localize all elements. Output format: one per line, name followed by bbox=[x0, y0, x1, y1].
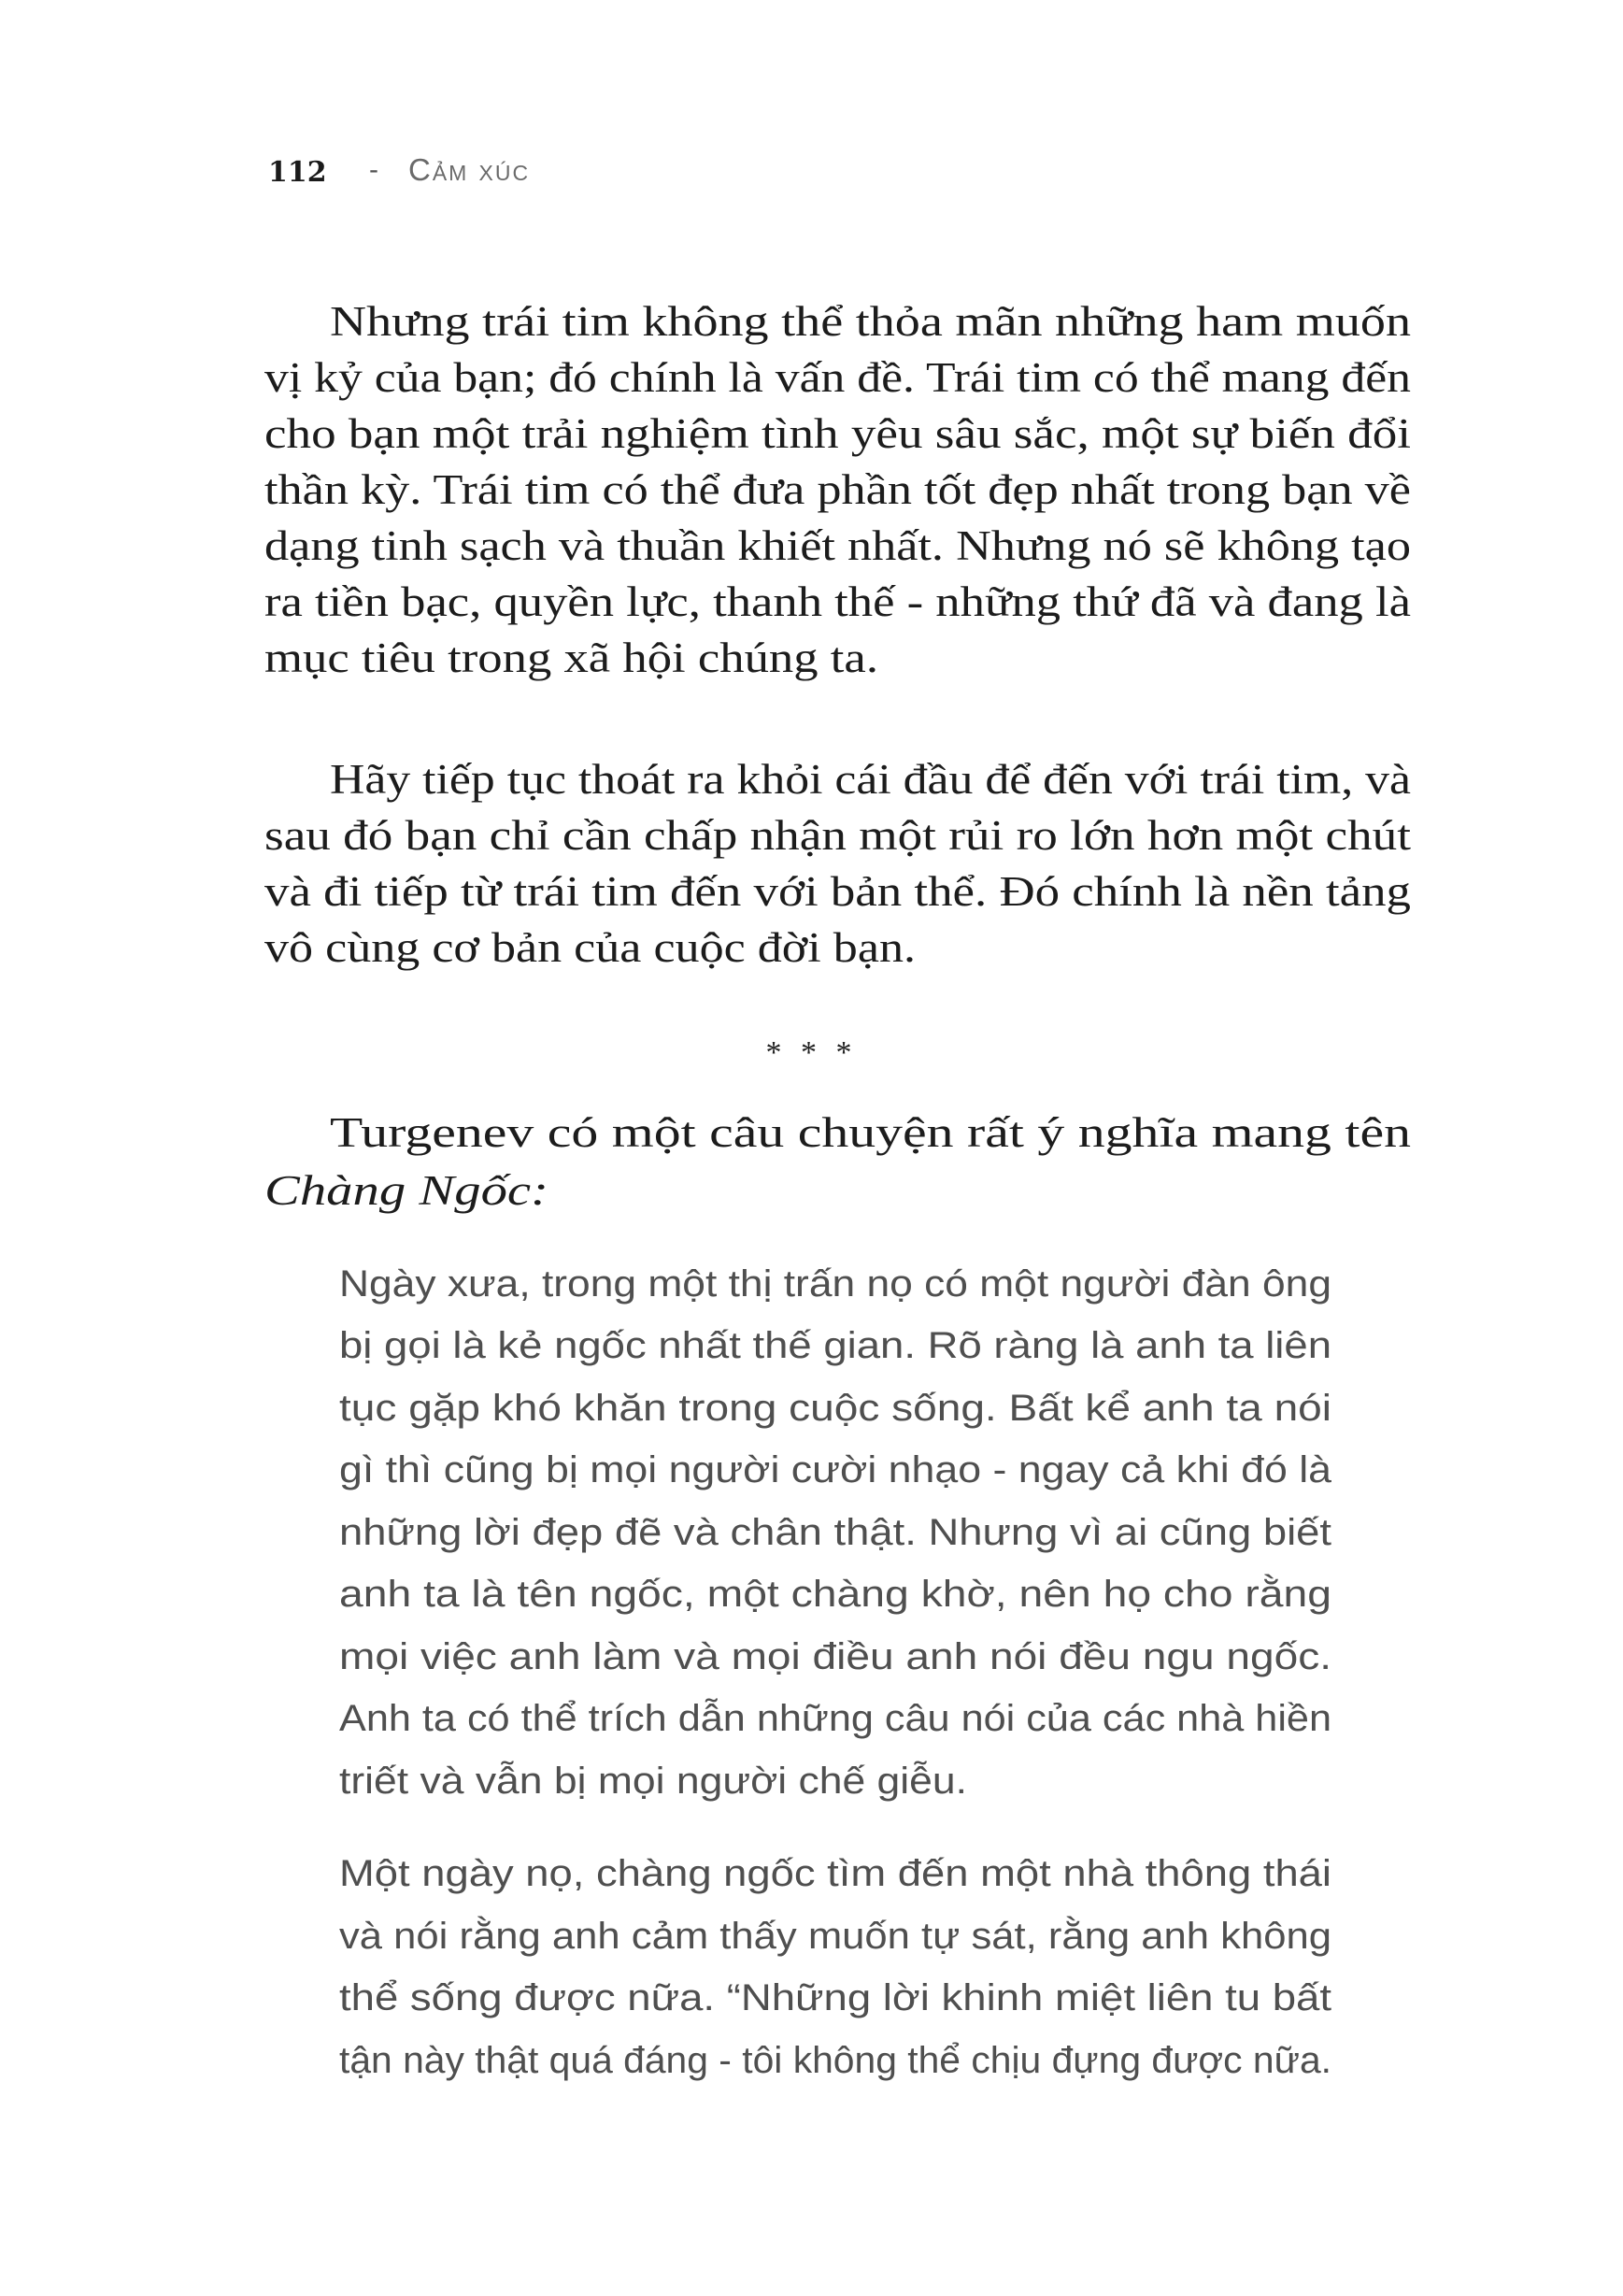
quote-line: triết và vẫn bị mọi người chế giễu. bbox=[339, 1761, 967, 1802]
quote-line: Anh ta có thể trích dẫn những câu nói của các nhà hiền bbox=[339, 1698, 1331, 1739]
text-line: và đi tiếp từ trái tim đến với bản thể. Đó chính là nền tảng bbox=[264, 868, 1411, 915]
quote-line: bị gọi là kẻ ngốc nhất thế gian. Rõ ràng là anh ta liên bbox=[339, 1325, 1331, 1366]
text-line: vô cùng cơ bản của cuộc đời bạn. bbox=[264, 924, 916, 971]
section-break: * * * bbox=[765, 1035, 858, 1070]
text-line: thần kỳ. Trái tim có thể đưa phần tốt đẹp nhất trong bạn về bbox=[264, 466, 1411, 513]
text-line: mục tiêu trong xã hội chúng ta. bbox=[264, 635, 878, 681]
page-number: 112 bbox=[268, 156, 327, 189]
text-line: dạng tinh sạch và thuần khiết nhất. Nhưng nó sẽ không tạo bbox=[264, 522, 1411, 569]
quote-line: mọi việc anh làm và mọi điều anh nói đều ngu ngốc. bbox=[339, 1636, 1331, 1677]
quote-line: gì thì cũng bị mọi người cười nhạo - ngay cả khi đó là bbox=[339, 1449, 1331, 1490]
text-line: ra tiền bạc, quyền lực, thanh thế - những thứ đã và đang là bbox=[264, 578, 1411, 625]
quote-line: tận này thật quá đáng - tôi không thể chịu đựng được nữa. bbox=[339, 2040, 1331, 2081]
quote-line: anh ta là tên ngốc, một chàng khờ, nên họ cho rằng bbox=[339, 1574, 1331, 1615]
quote-line: và nói rằng anh cảm thấy muốn tự sát, rằng anh không bbox=[339, 1916, 1331, 1957]
quote-line: Ngày xưa, trong một thị trấn nọ có một người đàn ông bbox=[339, 1263, 1331, 1305]
text-line: Nhưng trái tim không thể thỏa mãn những ham muốn bbox=[330, 298, 1411, 345]
quote-line: tục gặp khó khăn trong cuộc sống. Bất kể anh ta nói bbox=[339, 1388, 1331, 1429]
text-line: cho bạn một trải nghiệm tình yêu sâu sắc, một sự biến đổi bbox=[264, 410, 1411, 457]
chapter-title: Cảm xúc bbox=[408, 152, 531, 187]
header-separator: - bbox=[369, 154, 378, 185]
text-line: sau đó bạn chỉ cần chấp nhận một rủi ro lớn hơn một chút bbox=[264, 812, 1411, 859]
text-line: vị kỷ của bạn; đó chính là vấn đề. Trái tim có thể mang đến bbox=[264, 354, 1411, 401]
story-title: Chàng Ngốc: bbox=[264, 1167, 548, 1214]
quote-line: Một ngày nọ, chàng ngốc tìm đến một nhà thông thái bbox=[339, 1853, 1331, 1894]
text-line: Hãy tiếp tục thoát ra khỏi cái đầu để đến với trái tim, và bbox=[330, 756, 1411, 803]
quote-line: những lời đẹp đẽ và chân thật. Nhưng vì ai cũng biết bbox=[339, 1512, 1331, 1553]
quote-line: thể sống được nữa. “Những lời khinh miệt liên tu bất bbox=[339, 1977, 1331, 2018]
text-line: Turgenev có một câu chuyện rất ý nghĩa mang tên bbox=[330, 1109, 1411, 1156]
